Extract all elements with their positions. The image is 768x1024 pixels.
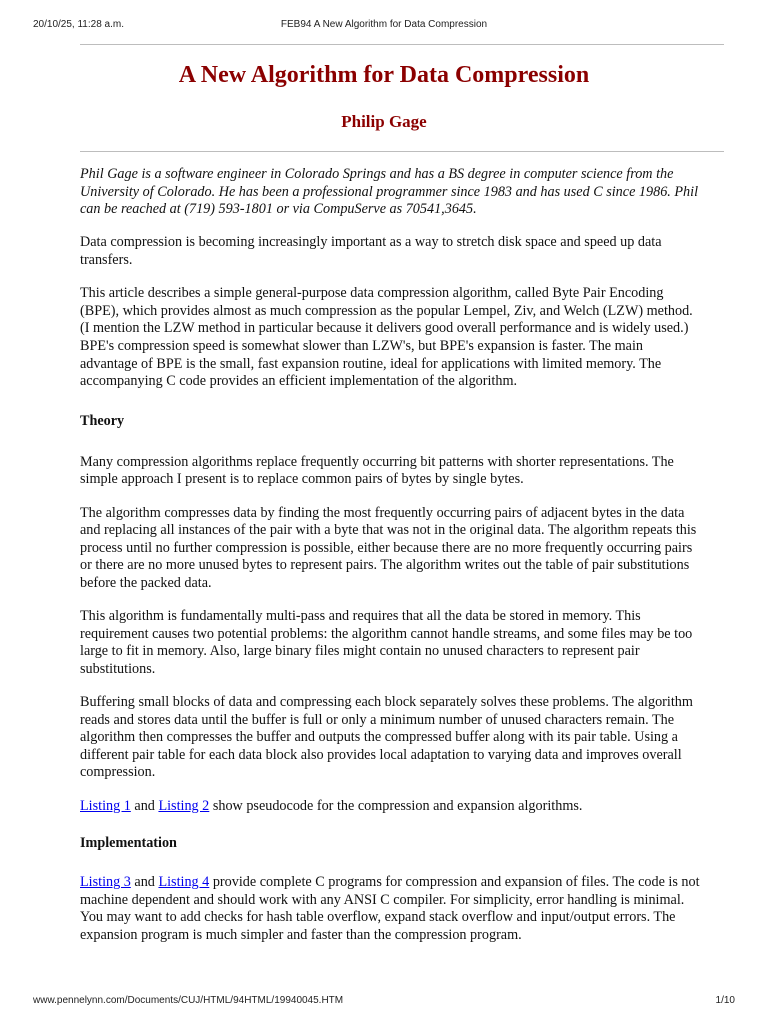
print-url: www.pennelynn.com/Documents/CUJ/HTML/94HTML/19940045.HTM — [33, 995, 344, 1006]
implementation-text: provide complete C programs for compression and expansion of files. The code is not machine dependent and should work with any ANSI C compiler. For simplicity, error handling is minimal. You may want to add checks for hash table overflow, expand stack overflow and input/output errors. The expansion program is much simpler and faster than the compression program. — [80, 874, 700, 943]
top-divider — [80, 44, 724, 45]
paragraph-listings — [80, 798, 702, 816]
author-bio: Phil Gage is a software engineer in Colorado Springs and has a BS degree in computer science from the University of Colorado. He has been a professional programmer since 1983 and has used C since 1986. Phil can be reached at (719) 593-1801 or via CompuServe as 70541,3645. — [80, 166, 699, 218]
article-body — [80, 166, 702, 960]
article-author: Philip Gage — [341, 112, 427, 131]
article-title: A New Algorithm for Data Compression — [178, 62, 590, 88]
paragraph: This article describes a simple general-purpose data compression algorithm, called Byte Pair Encoding (BPE), which provides almost as much compression as the popular Lempel, Ziv, and Welch (LZW) method. (I mention the LZW method in particular because it delivers good overall performance and is widely used.) BPE's compression speed is somewhat slower than LZW's, but BPE's expansion is faster. The main advantage of BPE is the small, fast expansion routine, ideal for applications with limited memory. The accompanying C code provides an efficient implementation of the algorithm. — [80, 285, 693, 390]
paragraph: Many compression algorithms replace frequently occurring bit patterns with shorter representations. The simple approach I present is to replace common pairs of bytes by single bytes. — [80, 453, 674, 488]
print-page-number: 1/10 — [715, 995, 735, 1006]
section-heading-implementation: Implementation — [80, 835, 177, 852]
paragraph-implementation — [80, 874, 702, 944]
listing-2-link[interactable]: Listing 2 — [158, 797, 210, 814]
conjunction: and — [130, 874, 159, 891]
conjunction: and — [130, 797, 159, 814]
listings-text: show pseudocode for the compression and expansion algorithms. — [209, 797, 583, 814]
listing-1-link[interactable]: Listing 1 — [80, 797, 131, 814]
print-datetime: 20/10/25, 11:28 a.m. — [33, 19, 124, 30]
listing-3-link[interactable]: Listing 3 — [80, 874, 131, 891]
title-divider — [80, 151, 724, 152]
listing-4-link[interactable]: Listing 4 — [158, 874, 210, 891]
paragraph: Buffering small blocks of data and compressing each block separately solves these problems. The algorithm reads and stores data until the buffer is full or only a minimum number of unused characters remain. The algorithm then compresses the buffer and outputs the compressed buffer along with its pair table. Using a different pair table for each data block also provides local adaptation to varying data and improves overall compression. — [80, 694, 693, 781]
paragraph: The algorithm compresses data by finding the most frequently occurring pairs of adjacent bytes in the data and replacing all instances of the pair with a byte that was not in the original data. The algorithm repeats this process until no further compression is possible, either because there are no more frequently occurring pairs or there are no more unused bytes to represent pairs. The algorithm writes out the table of pair substitutions before the packed data. — [80, 504, 697, 591]
paragraph: This algorithm is fundamentally multi-pass and requires that all the data be stored in memory. This requirement causes two potential problems: the algorithm cannot handle streams, and some files may be too large to fit in memory. Also, large binary files might contain no unused characters to represent pair substitutions. — [80, 608, 693, 677]
section-heading-theory: Theory — [80, 412, 125, 429]
paragraph: Data compression is becoming increasingly important as a way to stretch disk space and speed up data transfers. — [80, 234, 662, 268]
print-page-title: FEB94 A New Algorithm for Data Compression — [280, 19, 488, 30]
